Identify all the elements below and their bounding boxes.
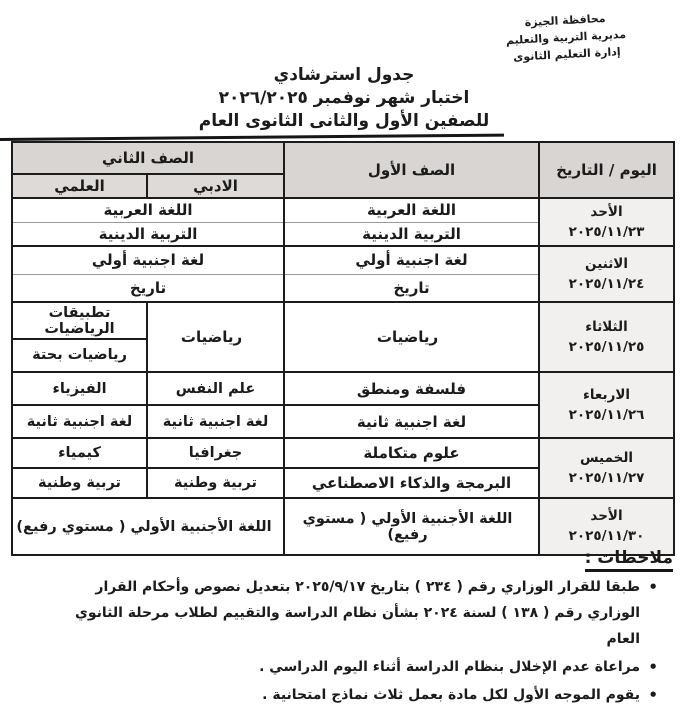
- title-line-2: اختبار شهر نوفمبر ٢٠٢٦/٢٠٢٥: [218, 88, 470, 108]
- day-name: الخميس: [579, 449, 634, 466]
- subject: لغة اجنبية أولي: [355, 251, 468, 270]
- title-line-3: للصفين الأول والثانى الثانوى العام: [198, 111, 490, 131]
- notes-heading: ملاحظات :: [585, 548, 673, 572]
- day-cell: [539, 198, 674, 246]
- table-header: [12, 142, 674, 198]
- table-row: [12, 198, 674, 246]
- exam-schedule-table: [11, 141, 675, 556]
- grade1-subjects-cell: [284, 198, 539, 246]
- subject: علم النفس: [175, 380, 256, 397]
- subject: اللغة الأجنبية الأولي ( مستوي رفيع): [16, 518, 272, 535]
- subject: علوم متكاملة: [363, 444, 460, 462]
- document-title: [0, 64, 688, 133]
- grade2-scientific-cell: [12, 372, 147, 438]
- note-item: • مراعاة عدم الإخلال بنظام الدراسة أثناء اليوم الدراسي .: [60, 654, 660, 680]
- grade2-literary-cell: [147, 302, 284, 372]
- day-cell: [539, 498, 674, 555]
- subject: تاريخ: [13, 274, 283, 302]
- note-item: • طبقا للقرار الوزاري رقم ( ٢٣٤ ) بتاريخ ٢٠٢٥/٩/١٧ بتعديل نصوص وأحكام القرار الوزاري رقم ( ١٣٨ ) لسنة ٢٠٢٤ بشأن نظام الدراسة والتقييم لطلاب مرحلة الثانوي العام: [60, 574, 660, 652]
- note-item: • يقوم الموجه الأول لكل مادة بعمل ثلاث نماذج امتحانية .: [60, 682, 660, 708]
- grade2-scientific-cell: [12, 302, 147, 372]
- day-name: الأحد: [590, 508, 623, 525]
- grade2-scientific-cell: [12, 438, 147, 498]
- table-row: [12, 498, 674, 555]
- header-grade2-literary: الادبي: [147, 174, 284, 198]
- table-row: [12, 246, 674, 302]
- grade1-subjects-cell: [284, 302, 539, 372]
- subject: تربية وطنية: [148, 467, 283, 497]
- subject: رياضيات: [180, 328, 243, 346]
- grade1-subjects-cell: [284, 246, 539, 302]
- grade2-literary-cell: [147, 372, 284, 438]
- header-grade1: الصف الأول: [284, 142, 539, 198]
- title-line-1: جدول استرشادي: [273, 65, 415, 85]
- day-cell: [539, 372, 674, 438]
- day-date: ٢٠٢٥/١١/٣٠: [568, 528, 645, 544]
- subject: كيمياء: [58, 445, 101, 461]
- subject: تربية وطنية: [13, 467, 146, 497]
- subject: تاريخ: [285, 274, 538, 302]
- letterhead: [485, 8, 647, 67]
- letterhead-administration: إدارة التعليم الثانوى: [512, 45, 621, 64]
- grade2-merged-subjects-cell: [12, 246, 284, 302]
- day-date: ٢٠٢٥/١١/٢٧: [568, 469, 645, 486]
- subject: تطبيقات الرياضيات: [44, 305, 115, 337]
- title-underline-rule: [0, 134, 504, 141]
- grade1-subjects-cell: [284, 372, 539, 438]
- subject: البرمجة والذكاء الاصطناعي: [285, 467, 538, 497]
- header-grade2: الصف الثاني: [12, 142, 284, 174]
- subject: فلسفة ومنطق: [356, 379, 467, 398]
- day-date: ٢٠٢٥/١١/٢٤: [568, 275, 645, 292]
- header-day-date: اليوم / التاريخ: [539, 142, 674, 198]
- header-grade2-scientific: العلمي: [12, 174, 147, 198]
- grade1-subjects-cell: [284, 498, 539, 555]
- subject: لغة اجنبية أولي: [91, 251, 205, 270]
- table-row: [12, 372, 674, 438]
- grade2-merged-subjects-cell: [12, 198, 284, 246]
- subject: لغة اجنبية ثانية: [285, 404, 538, 437]
- subject: اللغة العربية: [103, 201, 193, 220]
- day-date: ٢٠٢٥/١١/٢٣: [568, 223, 645, 240]
- day-date: ٢٠٢٥/١١/٢٥: [568, 338, 645, 355]
- subject: رياضيات بحتة: [13, 338, 146, 370]
- day-date: ٢٠٢٥/١١/٢٦: [568, 406, 645, 423]
- day-name: الأحد: [590, 203, 623, 220]
- day-cell: [539, 302, 674, 372]
- subject: لغة اجنبية ثانية: [148, 404, 283, 437]
- letterhead-governorate: محافظة الجيزة: [524, 11, 606, 30]
- notes-list: [60, 574, 660, 710]
- grade2-literary-cell: [147, 438, 284, 498]
- table-row: [12, 438, 674, 498]
- subject: لغة اجنبية ثانية: [13, 404, 146, 437]
- day-name: الاربعاء: [582, 386, 631, 403]
- subject: الفيزياء: [52, 380, 107, 397]
- subject: اللغة الأجنبية الأولي ( مستوي رفيع): [302, 510, 513, 543]
- grade1-subjects-cell: [284, 438, 539, 498]
- day-name: الاثنين: [585, 255, 628, 272]
- table-row: [12, 302, 674, 372]
- letterhead-directorate: مديرية التربية والتعليم: [505, 27, 627, 48]
- day-cell: [539, 438, 674, 498]
- subject: رياضيات: [376, 328, 439, 346]
- subject: التربية الدينية: [285, 222, 538, 246]
- day-cell: [539, 246, 674, 302]
- subject: اللغة العربية: [366, 201, 457, 220]
- subject: جغرافيا: [188, 445, 243, 461]
- day-name: الثلاثاء: [585, 318, 628, 335]
- grade2-merged-subjects-cell: [12, 498, 284, 555]
- subject: التربية الدينية: [13, 222, 283, 246]
